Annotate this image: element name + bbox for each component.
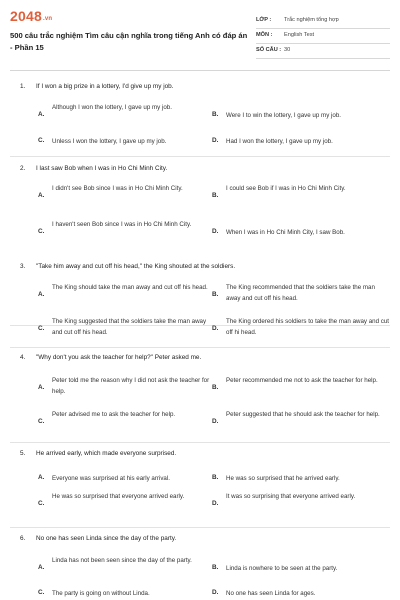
- question-stem: 6. No one has seen Linda since the day of the party.: [20, 535, 177, 542]
- option-text: Although I won the lottery, I gave up my job.: [52, 104, 172, 111]
- option-text: No one has seen Linda for ages.: [226, 590, 316, 597]
- document-page: 2048.vn 500 câu trắc nghiệm Tìm câu cận nghĩa trong tiếng Anh có đáp án - Phần 15 LỚP : Trắc nghiệm tổng hợp MÔN : English Test SỐ CÂU : 30 1. If I won a big prize in a lottery, I'd give up my job. A. Although I won the lottery, I gave up my job. B. Were I to win the lottery, I gave up my job. C. Unless I won the lottery, I gave up my job. D. Had I won the lottery, I gave up my job. 2. I last saw Bob when I was in Ho Chi Minh City. A. I didn't see Bob since I was in Ho Chi Minh City. B. I could see Bob if I was in Ho Chi Minh City. C. I haven't seen Bob since I was in Ho Chi Minh City. D. When I was in Ho Chi Minh City, I saw Bob. 3. "Take him away and cut off his head," the King shouted at the soldiers. A. The King should take the man away and cut off his head. B. The King recommended that the soldiers take the man away and cut off his head. C. The King suggested that the soldiers take the man away and cut off his head. D. The King ordered his soldiers to take the man away and cut off hi head. 4. "Why don't you ask the teacher for help?" Peter asked me. A. Peter told me the reason why I did not ask the teacher for help. B. Peter recommended me not to ask the teacher for help. C. Peter advised me to ask the teacher for help. D. Peter suggested that he should ask the teacher for help. 5. He arrived early, which made everyone surprised. A. Everyone was surprised at his early arrival. B. He was so surprised that he arrived early. C. He was so surprised that everyone arrived early. D. It was so surprising that everyone arrived early. 6. No one has seen Linda since the day of the party. A. Linda has not been seen since the day of the party. B. Linda is nowhere to be seen at the party. C. The party is going on without Linda. D. No one has seen Linda for ages.: [0, 0, 400, 600]
- option-text: He was so surprised that everyone arrived early.: [52, 493, 185, 500]
- meta-value: Trắc nghiệm tổng hợp: [284, 17, 339, 23]
- meta-value: English Test: [284, 32, 315, 38]
- question-stem: 1. If I won a big prize in a lottery, I'd give up my job.: [20, 83, 174, 90]
- option-text: When I was in Ho Chi Minh City, I saw Bob.: [226, 229, 345, 236]
- document-title: 500 câu trắc nghiệm Tìm câu cận nghĩa trong tiếng Anh có đáp án - Phần 15: [10, 31, 248, 52]
- option-text: Linda is nowhere to be seen at the party.: [226, 565, 338, 572]
- meta-value: 30: [284, 47, 291, 53]
- meta-row-class: [256, 14, 390, 29]
- option-text: Peter advised me to ask the teacher for help.: [52, 411, 176, 418]
- option-text: I haven't seen Bob since I was in Ho Chi Minh City.: [52, 221, 192, 228]
- option-text: It was so surprising that everyone arrived early.: [226, 493, 356, 500]
- option-text: Peter suggested that he should ask the teacher for help.: [226, 411, 380, 418]
- option-text: I could see Bob if I was in Ho Chi Minh City.: [226, 185, 346, 192]
- question-stem: 3. "Take him away and cut off his head," the King shouted at the soldiers.: [20, 263, 236, 270]
- meta-label: LỚP :: [256, 17, 272, 23]
- option-text: I didn't see Bob since I was in Ho Chi Minh City.: [52, 185, 183, 192]
- option-text: Peter told me the reason why I did not ask the teacher for help.: [52, 377, 210, 395]
- meta-row-count: [256, 44, 390, 59]
- document-meta: [256, 14, 390, 59]
- option-text: The King should take the man away and cut off his head.: [52, 284, 208, 291]
- option-text: The King ordered his soldiers to take the man away and cut off hi head.: [226, 318, 390, 336]
- option-text: Unless I won the lottery, I gave up my job.: [52, 138, 167, 145]
- question-divider: [10, 527, 390, 528]
- header-divider: [10, 70, 390, 71]
- option-text: Had I won the lottery, I gave up my job.: [226, 138, 333, 145]
- question-stem: 5. He arrived early, which made everyone surprised.: [20, 450, 177, 457]
- option-text: Were I to win the lottery, I gave up my job.: [226, 112, 341, 119]
- option-text: He was so surprised that he arrived early.: [226, 475, 340, 482]
- option-text: The party is going on without Linda.: [52, 590, 150, 597]
- question-divider: [10, 442, 390, 443]
- document-header: [0, 0, 400, 68]
- question-divider: [10, 156, 390, 157]
- question-stem: 4. "Why don't you ask the teacher for help?" Peter asked me.: [20, 354, 202, 361]
- meta-row-subject: [256, 29, 390, 44]
- option-text: Linda has not been seen since the day of the party.: [52, 557, 192, 564]
- question-divider: [10, 347, 390, 348]
- option-text: The King suggested that the soldiers take the man away and cut off his head.: [52, 318, 207, 336]
- question-stem: 2. I last saw Bob when I was in Ho Chi Minh City.: [20, 165, 168, 172]
- site-logo[interactable]: 2048.vn: [10, 8, 53, 24]
- option-text: Peter recommended me not to ask the teacher for help.: [226, 377, 378, 384]
- meta-label: MÔN :: [256, 32, 273, 38]
- option-text: Everyone was surprised at his early arrival.: [52, 475, 170, 482]
- option-text: The King recommended that the soldiers take the man away and cut off his head.: [226, 284, 375, 302]
- meta-label: SỐ CÂU :: [256, 47, 282, 53]
